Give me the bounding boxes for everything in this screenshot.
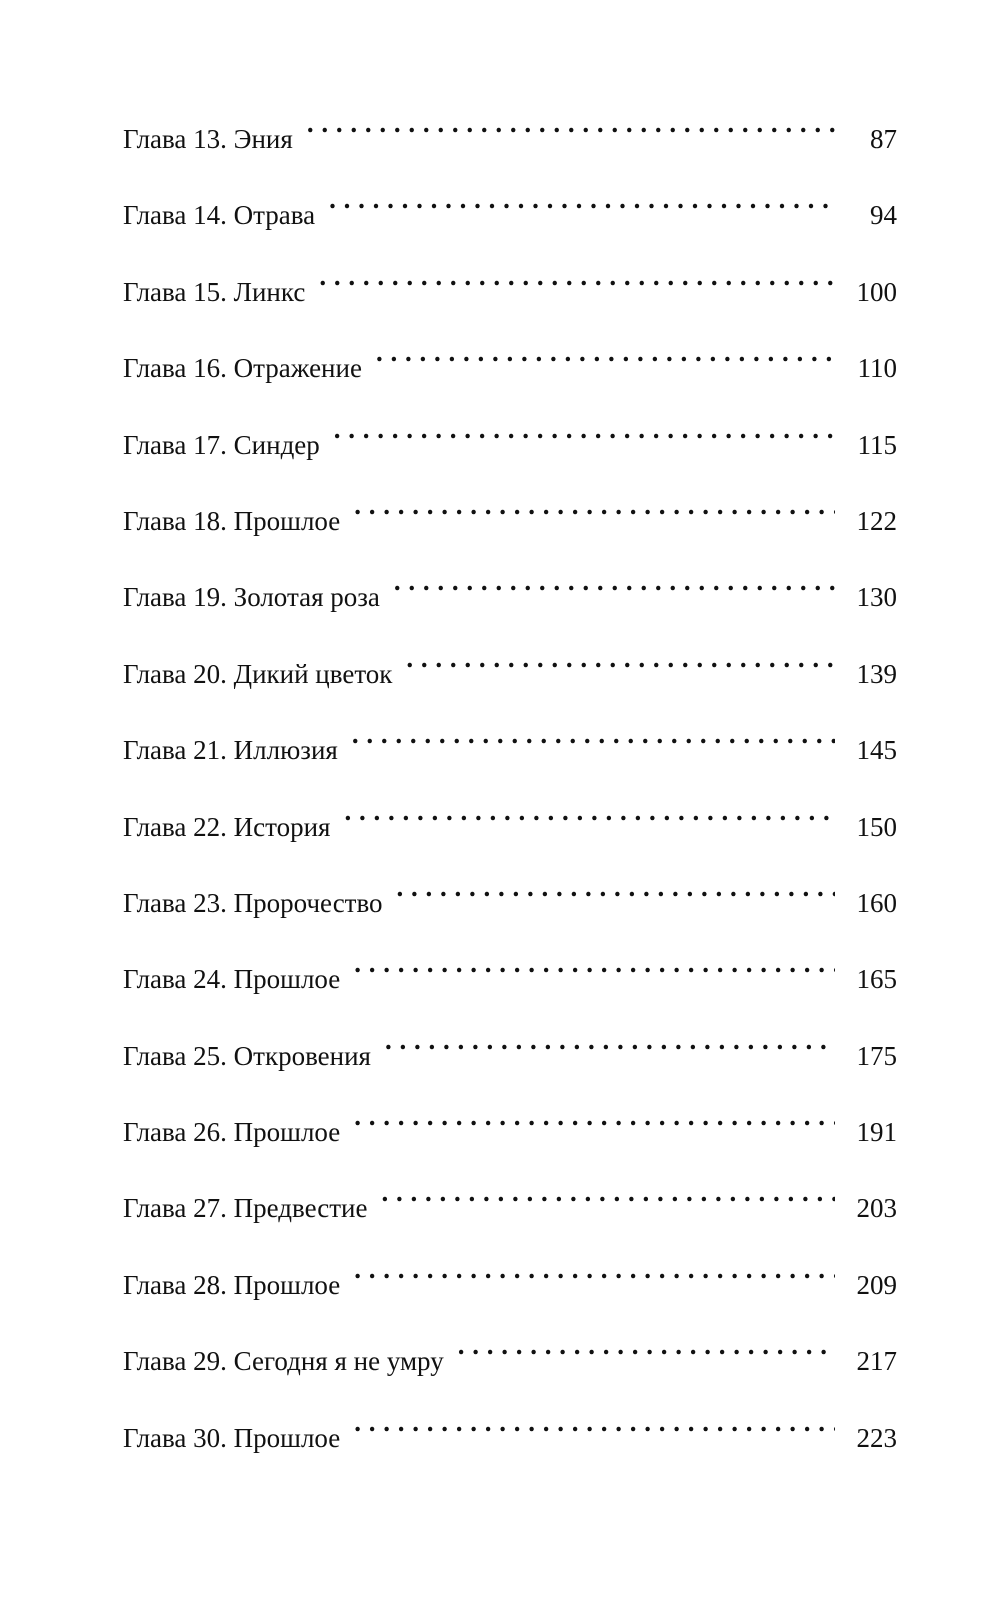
page-number: 94 xyxy=(870,200,897,231)
dot-leader xyxy=(406,633,835,683)
toc-entry xyxy=(123,709,897,785)
page-number: 115 xyxy=(857,429,897,460)
toc-entry xyxy=(123,556,897,632)
page-number: 203 xyxy=(856,1193,897,1224)
toc-entry xyxy=(123,480,897,556)
toc-entry xyxy=(123,251,897,327)
chapter-title: Глава 24. Прошлое xyxy=(123,964,341,995)
page-number: 122 xyxy=(856,505,897,536)
chapter-title: Глава 29. Сегодня я не умру xyxy=(123,1346,444,1377)
chapter-title: Глава 15. Линкс xyxy=(123,276,306,307)
chapter-title: Глава 27. Предвестие xyxy=(123,1193,368,1224)
toc-entry xyxy=(123,633,897,709)
chapter-title: Глава 28. Прошлое xyxy=(123,1269,341,1300)
toc-entry xyxy=(123,1167,897,1243)
chapter-title: Глава 14. Отрава xyxy=(123,200,316,231)
toc-entry xyxy=(123,327,897,403)
dot-leader xyxy=(354,480,835,530)
page-number: 223 xyxy=(856,1422,897,1453)
chapter-title: Глава 17. Синдер xyxy=(123,429,320,460)
page-number: 87 xyxy=(870,124,897,154)
toc-entry xyxy=(123,1091,897,1167)
chapter-title: Глава 16. Отражение xyxy=(123,353,362,384)
page-number: 130 xyxy=(856,582,897,613)
toc-entry xyxy=(123,1320,897,1396)
dot-leader xyxy=(382,1167,836,1217)
chapter-title: Глава 21. Иллюзия xyxy=(123,735,338,766)
page-number: 100 xyxy=(856,276,897,307)
dot-leader xyxy=(354,938,835,988)
page-number: 160 xyxy=(856,887,897,918)
chapter-title: Глава 18. Прошлое xyxy=(123,505,341,536)
page-number: 175 xyxy=(856,1040,897,1071)
dot-leader xyxy=(394,556,835,606)
toc-entry xyxy=(123,862,897,938)
dot-leader xyxy=(376,327,835,377)
page-number: 209 xyxy=(856,1269,897,1300)
dot-leader xyxy=(354,1397,835,1447)
chapter-title: Глава 30. Прошлое xyxy=(123,1422,341,1453)
toc-entry xyxy=(123,938,897,1014)
toc-entry xyxy=(123,1397,897,1473)
dot-leader xyxy=(397,862,835,912)
dot-leader xyxy=(329,174,835,224)
chapter-title: Глава 26. Прошлое xyxy=(123,1117,341,1148)
dot-leader xyxy=(344,786,835,836)
chapter-title: Глава 22. История xyxy=(123,811,331,842)
chapter-title: Глава 20. Дикий цветок xyxy=(123,658,393,689)
chapter-title: Глава 23. Пророчество xyxy=(123,887,383,918)
toc-entry xyxy=(123,404,897,480)
chapter-title: Глава 19. Золотая роза xyxy=(123,582,380,613)
dot-leader xyxy=(352,709,835,759)
dot-leader xyxy=(458,1320,835,1370)
toc-entry xyxy=(123,1244,897,1320)
dot-leader xyxy=(319,251,835,301)
chapter-title: Глава 25. Откровения xyxy=(123,1040,371,1071)
page-number: 150 xyxy=(856,811,897,842)
toc-entry xyxy=(123,174,897,250)
dot-leader xyxy=(307,98,835,148)
toc-entry xyxy=(123,98,897,174)
dot-leader xyxy=(385,1015,835,1065)
toc-entry xyxy=(123,786,897,862)
chapter-title: Глава 13. Эния xyxy=(123,124,293,154)
page-number: 110 xyxy=(857,353,897,384)
dot-leader xyxy=(334,404,835,454)
dot-leader xyxy=(354,1244,835,1294)
dot-leader xyxy=(354,1091,835,1141)
page-number: 139 xyxy=(856,658,897,689)
toc-entry xyxy=(123,1015,897,1091)
page-number: 145 xyxy=(856,735,897,766)
page-number: 165 xyxy=(856,964,897,995)
page-number: 217 xyxy=(856,1346,897,1377)
table-of-contents xyxy=(123,98,897,1473)
page-number: 191 xyxy=(856,1117,897,1148)
